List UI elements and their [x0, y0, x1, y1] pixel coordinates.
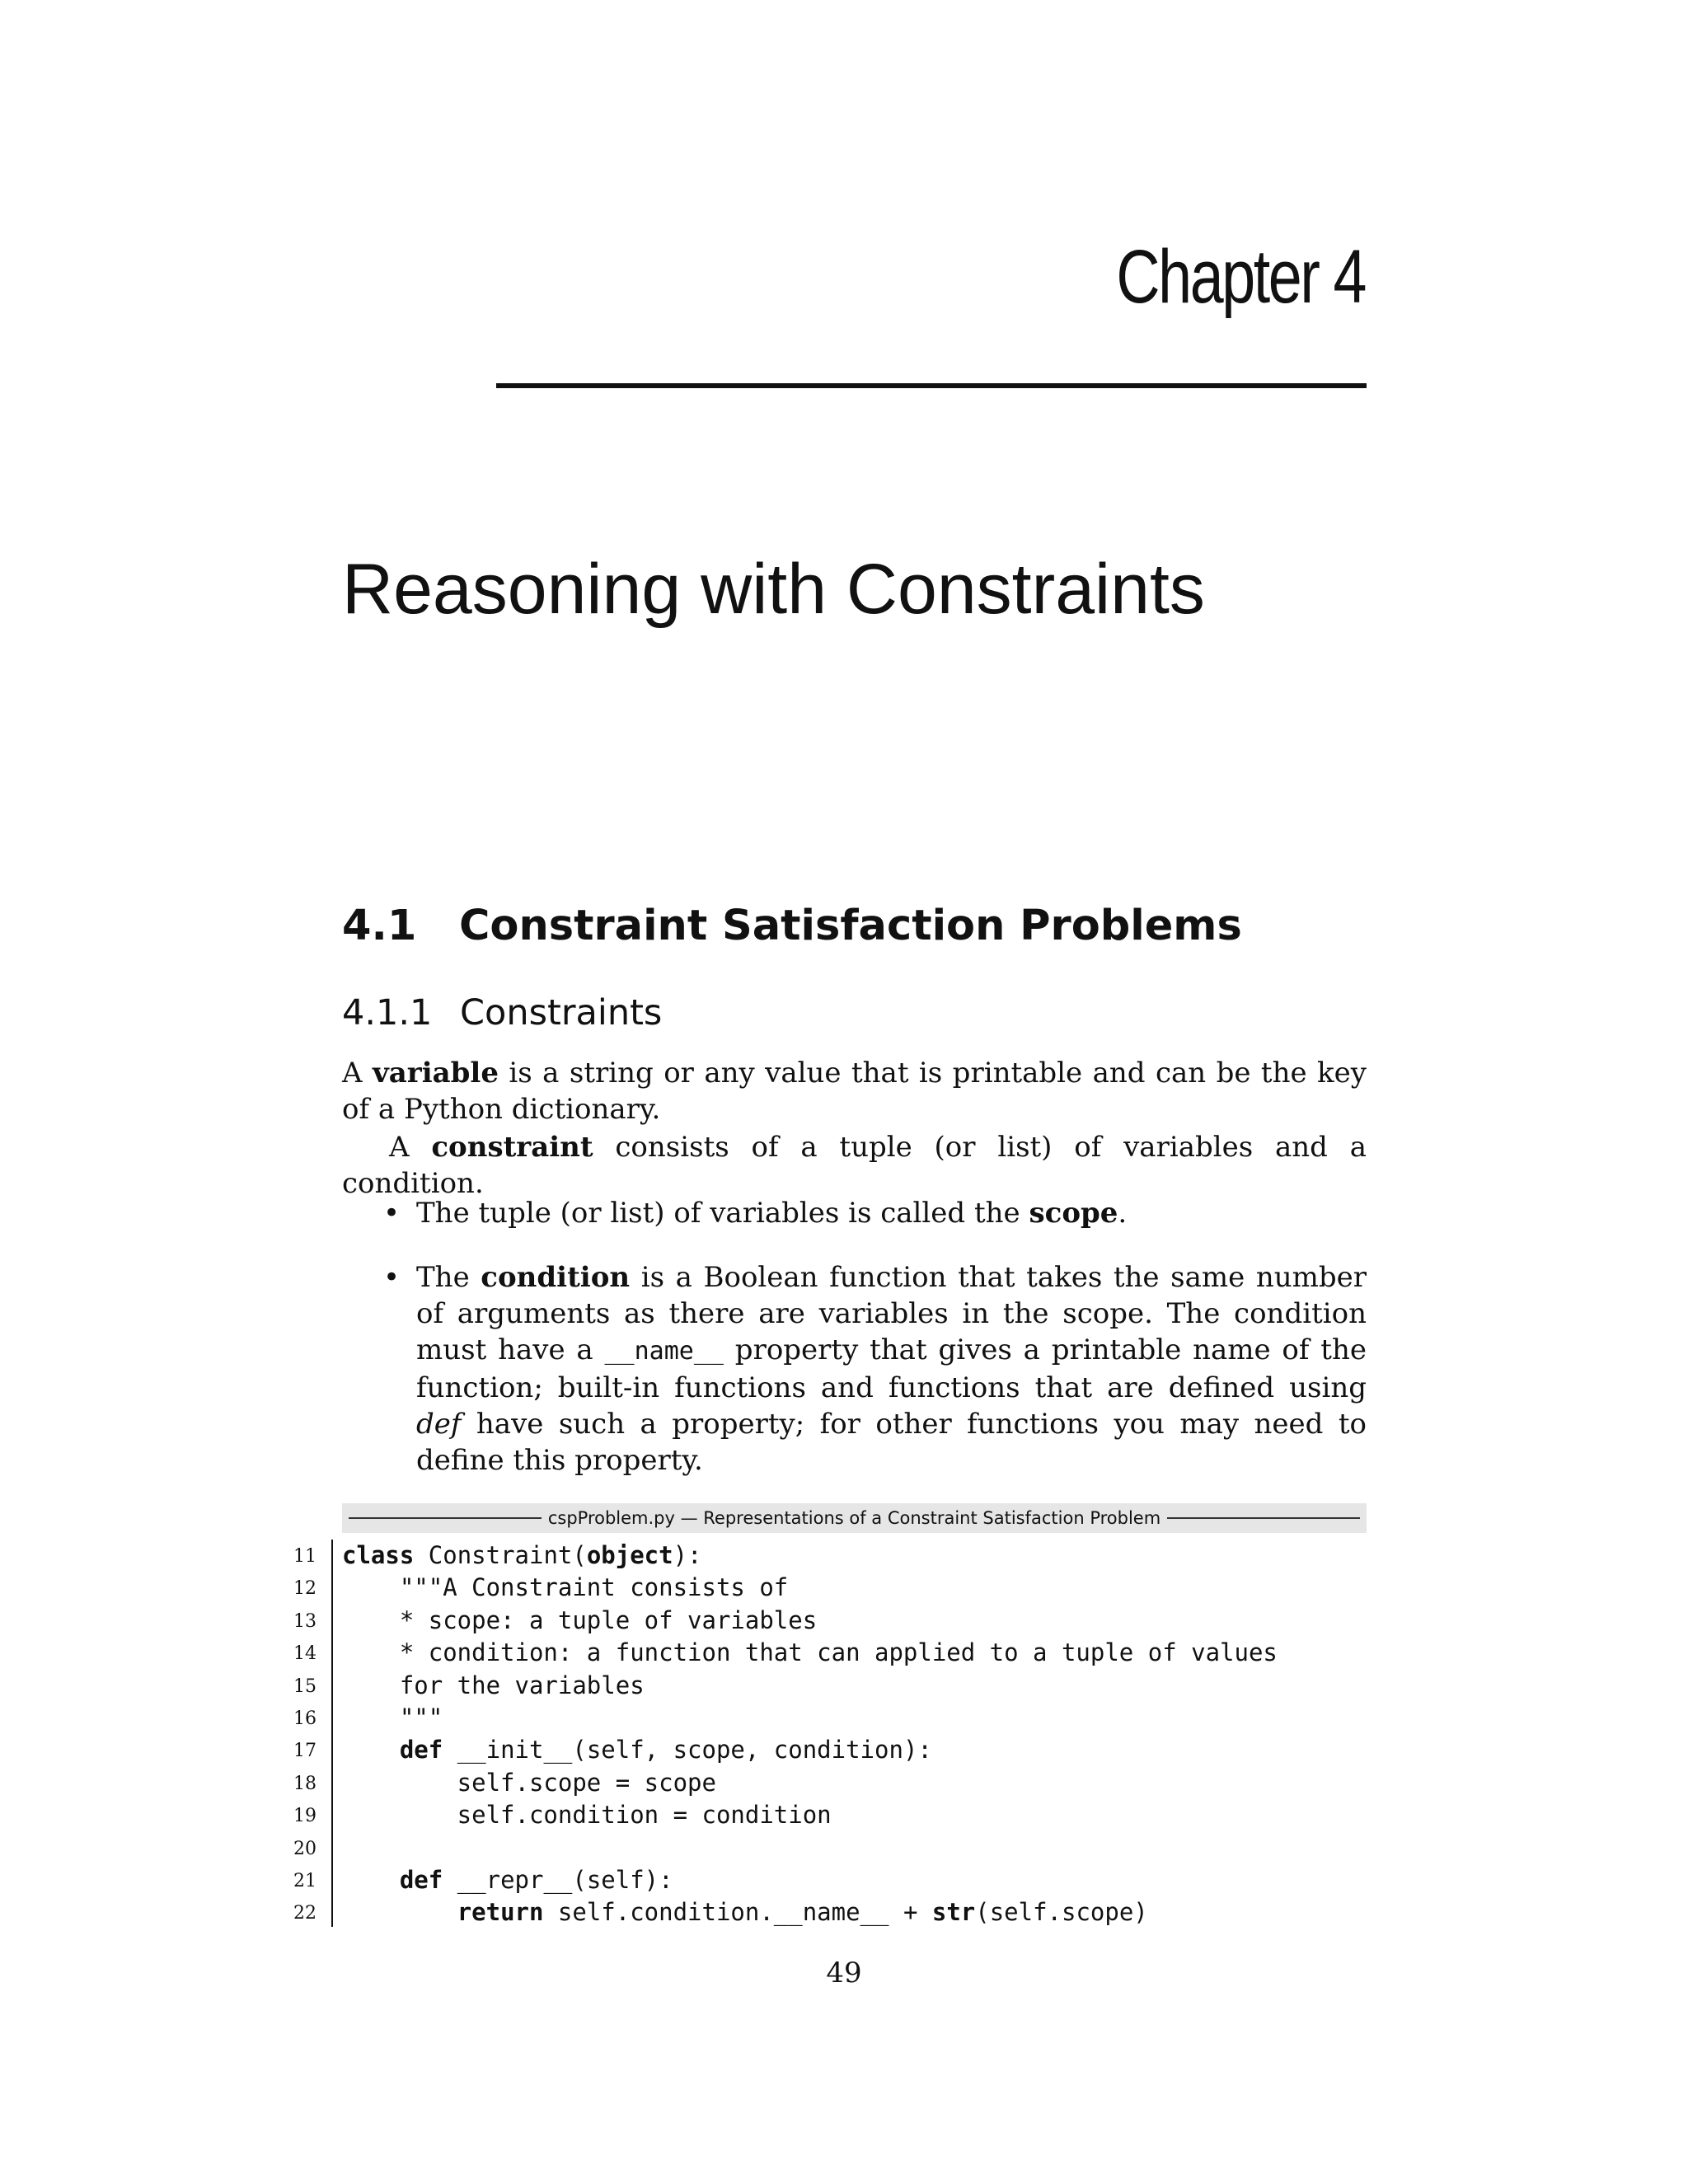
code-keyword: def [399, 1736, 443, 1765]
code-segment: self.scope = scope [342, 1768, 716, 1797]
code-line [0, 1702, 1688, 1734]
code-keyword: object [586, 1541, 673, 1569]
chapter-label: Chapter 4 [1116, 235, 1365, 319]
text-run: is a Boolean function that takes the same number of arguments as there are variables in the scope. The condition must have a [416, 1261, 1367, 1366]
code-line [0, 1832, 1688, 1864]
code-segment [342, 1866, 400, 1894]
text-run: is a string or any value that is printable and can be the key of a Python dictionary. [342, 1057, 1367, 1126]
code-text [342, 1767, 716, 1799]
text-run: consists of a tuple (or list) of variables and a condition. [342, 1131, 1367, 1200]
line-number: 20 [293, 1838, 316, 1859]
code-text [342, 1637, 1278, 1669]
header-rule-left [349, 1517, 542, 1519]
term-condition: condition [481, 1261, 631, 1294]
code-text [342, 1702, 443, 1734]
code-text [342, 1864, 673, 1896]
code-text [342, 1670, 645, 1702]
bullet-dot: • [383, 1197, 401, 1230]
line-number: 16 [293, 1708, 316, 1729]
code-text [342, 1896, 1148, 1929]
chapter-rule [496, 383, 1367, 388]
code-segment: self.condition = condition [342, 1801, 832, 1830]
code-text [342, 1540, 702, 1572]
subsection-number: 4.1.1 [342, 992, 433, 1033]
code-segment: (self.scope) [975, 1898, 1148, 1927]
line-number: 11 [293, 1546, 316, 1567]
text-run: have such a property; for other functions you may need to define this property. [416, 1408, 1367, 1477]
subsection-heading [342, 992, 663, 1033]
line-number: 13 [293, 1610, 316, 1632]
code-segment: * condition: a function that can applied to a tuple of values [342, 1638, 1278, 1667]
bullet-dot: • [383, 1261, 401, 1294]
line-number: 18 [293, 1773, 316, 1794]
code-line [0, 1670, 1688, 1702]
code-block [0, 1540, 1688, 1929]
code-segment: Constraint( [414, 1541, 587, 1569]
code-line [0, 1896, 1688, 1929]
text-run: A [342, 1057, 373, 1090]
line-number: 12 [293, 1578, 316, 1600]
section-number: 4.1 [342, 902, 417, 950]
code-segment: __repr__(self): [443, 1865, 673, 1894]
bullet-item-scope [342, 1195, 1367, 1231]
code-line [0, 1767, 1688, 1799]
header-rule-right [1167, 1517, 1360, 1519]
code-segment: """ [342, 1703, 443, 1732]
code-header [342, 1503, 1367, 1533]
code-text [342, 1572, 788, 1604]
line-number: 22 [293, 1903, 316, 1924]
text-run: The tuple (or list) of variables is called the [416, 1197, 1029, 1230]
text-run: A [389, 1131, 432, 1164]
line-number: 19 [293, 1806, 316, 1827]
section-heading [342, 902, 1242, 950]
chapter-title: Reasoning with Constraints [342, 550, 1205, 629]
line-number: 14 [293, 1643, 316, 1665]
line-number: 21 [293, 1870, 316, 1891]
code-segment: __init__(self, scope, condition): [443, 1736, 932, 1765]
term-variable: variable [373, 1057, 499, 1090]
code-text [342, 1799, 832, 1831]
code-text [342, 1734, 932, 1766]
code-keyword: def [399, 1865, 443, 1894]
paragraph-constraint [342, 1129, 1367, 1202]
term-constraint: constraint [431, 1131, 593, 1164]
italic-term: def [416, 1408, 462, 1441]
code-line [0, 1637, 1688, 1669]
code-segment: """A Constraint consists of [342, 1573, 789, 1602]
line-number: 17 [293, 1741, 316, 1762]
subsection-title: Constraints [460, 992, 663, 1033]
section-title: Constraint Satisfaction Problems [459, 902, 1242, 950]
code-line [0, 1605, 1688, 1637]
code-segment: for the variables [342, 1671, 645, 1699]
page-number: 49 [826, 1957, 862, 1990]
text-run: property that gives a printable name of the function; built-in functions and functions that are defined using [416, 1333, 1367, 1404]
paragraph-variable [342, 1055, 1367, 1127]
code-line [0, 1540, 1688, 1572]
inline-code: __name__ [604, 1337, 724, 1366]
code-segment: * scope: a tuple of variables [342, 1605, 818, 1634]
bullet-item-condition [342, 1259, 1367, 1479]
code-text [342, 1605, 817, 1637]
bullet-list [342, 1195, 1367, 1507]
code-keyword: str [931, 1898, 976, 1927]
text-run: . [1118, 1197, 1128, 1230]
code-line [0, 1572, 1688, 1604]
code-keyword: class [342, 1541, 415, 1569]
line-number: 15 [293, 1675, 316, 1697]
code-segment [342, 1736, 400, 1764]
code-segment: self.condition.__name__ + [543, 1898, 932, 1927]
term-scope: scope [1029, 1197, 1118, 1230]
code-header-title: cspProblem.py — Representations of a Constraint Satisfaction Problem [547, 1508, 1161, 1528]
code-keyword: return [457, 1898, 544, 1927]
code-line [0, 1734, 1688, 1766]
code-line [0, 1799, 1688, 1831]
code-segment [342, 1898, 457, 1926]
code-line [0, 1864, 1688, 1896]
code-segment: ): [673, 1541, 702, 1569]
text-run: The [416, 1261, 481, 1294]
